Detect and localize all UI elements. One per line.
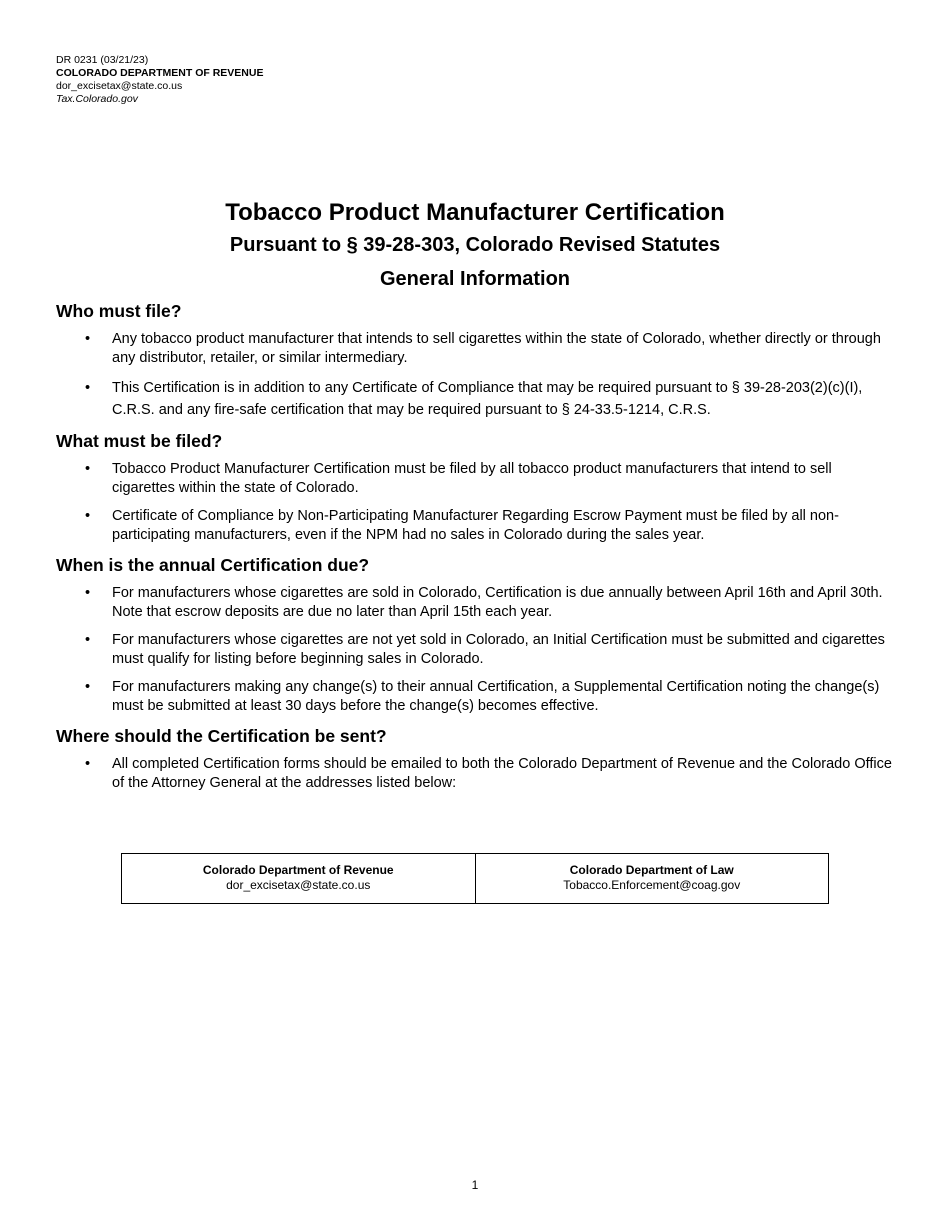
section-when-due <box>56 554 896 716</box>
contact-name: Colorado Department of Law <box>569 863 734 877</box>
list-item-text: For manufacturers making any change(s) to their annual Certification, a Supplemental Certification noting the change(s) must be submitted at least 30 days before the change(s) becomes effective. <box>112 679 880 714</box>
list-item-text: All completed Certification forms should be emailed to both the Colorado Department of Revenue and the Colorado Office of the Attorney General at the addresses listed below: <box>112 756 892 791</box>
list-item-text: Tobacco Product Manufacturer Certification must be filed by all tobacco product manufacturers that intend to sell cigarettes within the state of Colorado. <box>112 461 832 496</box>
list-item <box>56 631 896 669</box>
header-website[interactable]: Tax.Colorado.gov <box>56 93 138 105</box>
bullet-icon: • <box>85 632 91 648</box>
bullet-icon: • <box>85 380 91 396</box>
contact-table <box>121 853 829 904</box>
list-item <box>56 584 896 622</box>
header-email[interactable]: dor_excisetax@state.co.us <box>56 80 183 92</box>
bullet-list <box>56 755 896 793</box>
department-name: COLORADO DEPARTMENT OF REVENUE <box>56 67 264 79</box>
form-header <box>56 54 263 106</box>
info-content <box>56 300 896 802</box>
list-item <box>56 460 896 498</box>
bullet-list <box>56 584 896 716</box>
bullet-icon: • <box>85 508 91 524</box>
form-number: DR 0231 (03/21/23) <box>56 54 149 66</box>
section-what-must-be-filed <box>56 430 896 545</box>
bullet-icon: • <box>85 679 91 695</box>
list-item-text: For manufacturers whose cigarettes are not yet sold in Colorado, an Initial Certification must be submitted and cigarettes must qualify for listing before beginning sales in Colorado. <box>112 632 885 667</box>
list-item <box>56 377 896 421</box>
list-item <box>56 330 896 368</box>
section-title: When is the annual Certification due? <box>56 555 370 575</box>
contact-email[interactable]: dor_excisetax@state.co.us <box>226 878 371 892</box>
document-title: Tobacco Product Manufacturer Certification <box>225 199 725 226</box>
section-heading: General Information <box>379 268 571 290</box>
list-item-text: Any tobacco product manufacturer that intends to sell cigarettes within the state of Colorado, whether directly or through any distributor, retailer, or similar intermediary. <box>112 331 881 366</box>
bullet-icon: • <box>85 585 91 601</box>
section-title: Where should the Certification be sent? <box>56 726 387 746</box>
contact-email[interactable]: Tobacco.Enforcement@coag.gov <box>563 878 741 892</box>
list-item <box>56 755 896 793</box>
bullet-icon: • <box>85 756 91 772</box>
list-item <box>56 678 896 716</box>
bullet-list <box>56 460 896 545</box>
page-number: 1 <box>471 1178 479 1192</box>
list-item-text: For manufacturers whose cigarettes are sold in Colorado, Certification is due annually between April 16th and April 30th. Note that escrow deposits are due no later than April 15th each year. <box>112 585 883 620</box>
title-block <box>0 198 950 292</box>
bullet-list <box>56 330 896 421</box>
list-item-text: Certificate of Compliance by Non-Participating Manufacturer Regarding Escrow Payment must be filed by all non-participating manufacturers, even if the NPM had no sales in Colorado during the sales year. <box>112 508 839 543</box>
document-subtitle: Pursuant to § 39-28-303, Colorado Revised Statutes <box>229 234 721 256</box>
section-where-sent <box>56 725 896 793</box>
bullet-icon: • <box>85 461 91 477</box>
section-title: Who must file? <box>56 301 182 321</box>
contact-name: Colorado Department of Revenue <box>202 863 394 877</box>
list-item-text: This Certification is in addition to any Certificate of Compliance that may be required pursuant to § 39-28-203(2)(c)(I), C.R.S. and any fire-safe certification that may be required pursuant to § 24-33.5-1214, C.R.S. <box>112 380 863 418</box>
section-title: What must be filed? <box>56 431 223 451</box>
contact-revenue <box>122 854 475 903</box>
list-item <box>56 507 896 545</box>
bullet-icon: • <box>85 331 91 347</box>
section-who-must-file <box>56 300 896 421</box>
contact-law <box>475 854 829 903</box>
